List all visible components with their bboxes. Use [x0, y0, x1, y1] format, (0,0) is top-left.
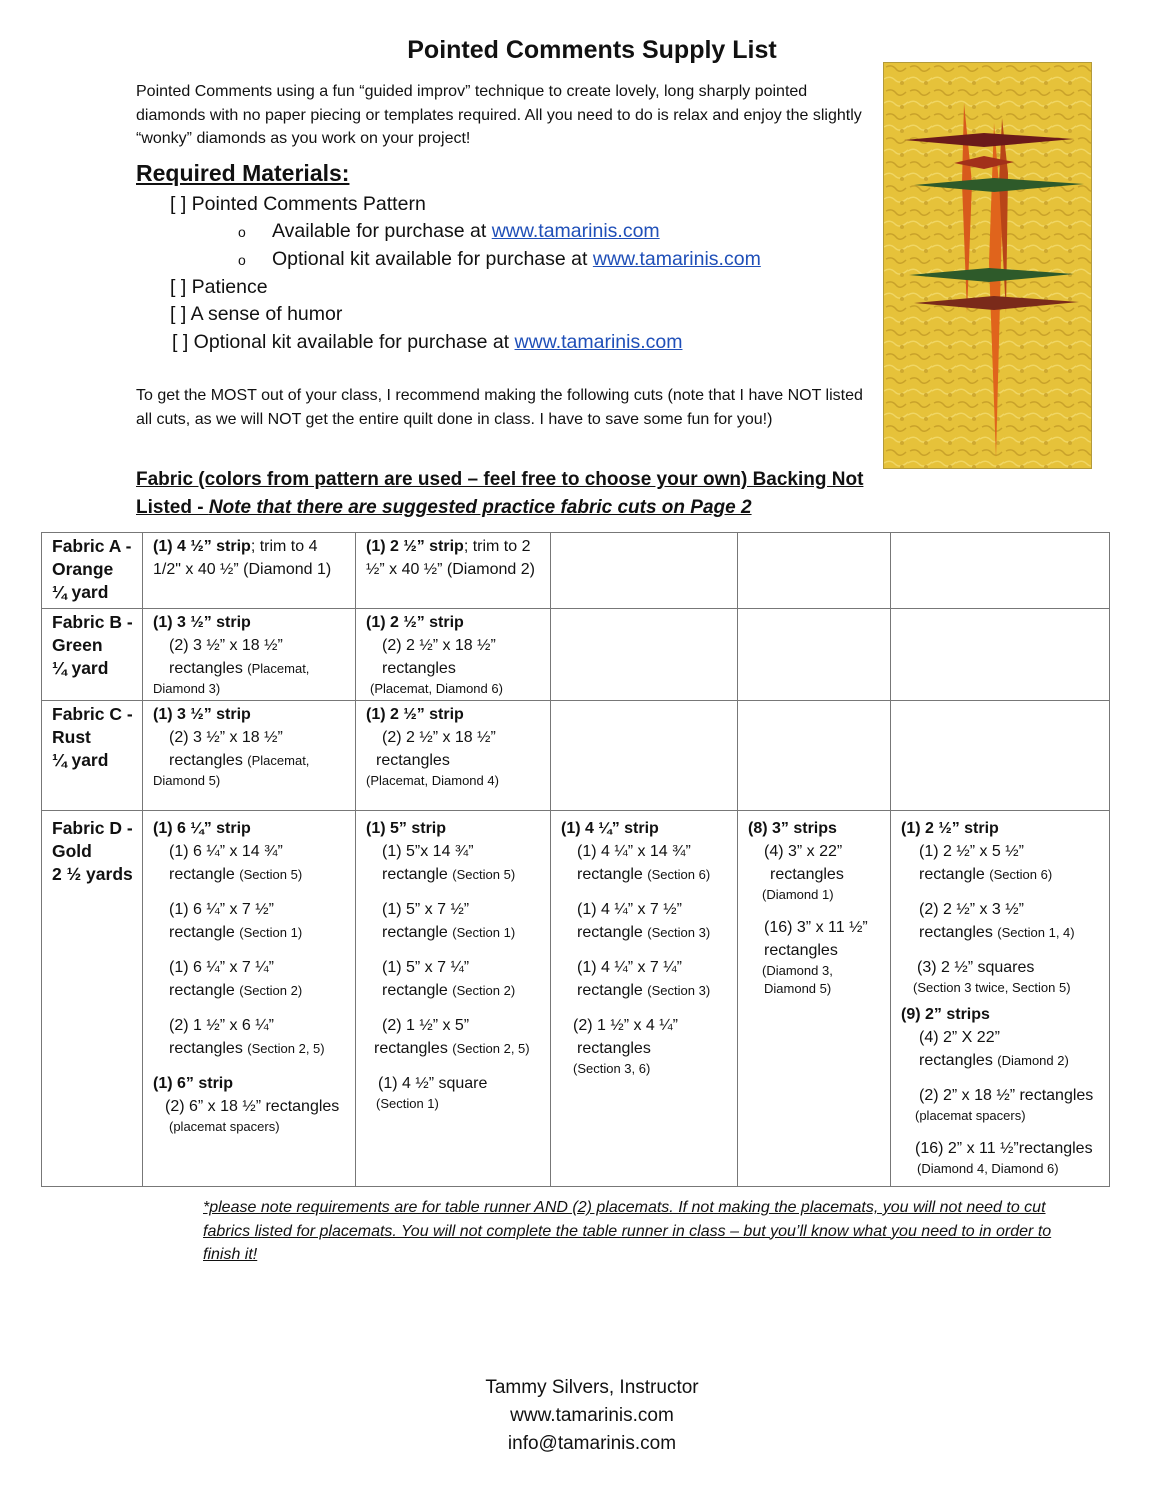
page-title: Pointed Comments Supply List	[407, 36, 777, 64]
fabric-label: Fabric A - Orange ¼ yard	[42, 533, 143, 609]
bullet-icon: o	[238, 251, 246, 268]
table-cell: (1) 6 ¼” strip (1) 6 ¼” x 14 ¾” rectangle (Section 5) (1) 6 ¼” x 7 ½” rectangle (Section 1) (1) 6 ¼” x 7 ¼” rectangle (Section 2) (2) 1 ½” x 6 ¼” rectangles (Section 2, 5) (1) 6” strip (2) 6” x 18 ½” rectangles (placemat spacers)	[143, 811, 356, 1187]
table-cell: (1) 2 ½” strip (2) 2 ½” x 18 ½” rectangles (Placemat, Diamond 6)	[356, 609, 551, 701]
table-cell: (1) 4 ½” strip; trim to 4 1/2" x 40 ½” (Diamond 1)	[143, 533, 356, 609]
tamarinis-link[interactable]: www.tamarinis.com	[592, 248, 761, 270]
fabric-heading: Fabric (colors from pattern are used – feel free to choose your own) Backing Not Listed - Note that there are suggested practice fabric cuts on Page 2	[136, 469, 864, 518]
table-row	[42, 609, 1110, 701]
table-cell	[891, 609, 1110, 701]
item-optional-kit: [ ] Optional kit available for purchase at www.tamarinis.com	[172, 331, 683, 353]
table-cell	[738, 701, 891, 811]
table-row	[42, 701, 1110, 811]
item-pattern: [ ] Pointed Comments Pattern	[170, 193, 426, 215]
quilt-photo	[883, 62, 1092, 469]
sub-item-purchase: o Available for purchase at www.tamarinis.com	[238, 220, 660, 242]
cuts-table	[41, 532, 1110, 1187]
item-humor: [ ] A sense of humor	[170, 303, 343, 325]
table-cell	[551, 533, 738, 609]
fabric-label: Fabric B - Green ¼ yard	[42, 609, 143, 701]
table-cell: (8) 3” strips (4) 3” x 22” rectangles (Diamond 1) (16) 3” x 11 ½” rectangles (Diamond 3, Diamond 5)	[738, 811, 891, 1187]
table-cell: (1) 3 ½” strip (2) 3 ½” x 18 ½” rectangles (Placemat, Diamond 3)	[143, 609, 356, 701]
table-cell: (1) 4 ¼” strip (1) 4 ¼” x 14 ¾” rectangle (Section 6) (1) 4 ¼” x 7 ½” rectangle (Section 3) (1) 4 ¼” x 7 ¼” rectangle (Section 3) (2) 1 ½” x 4 ¼” rectangles (Section 3, 6)	[551, 811, 738, 1187]
required-materials-heading: Required Materials:	[136, 160, 350, 186]
table-cell: (1) 5” strip (1) 5”x 14 ¾” rectangle (Section 5) (1) 5” x 7 ½” rectangle (Section 1) (1) 5” x 7 ¼” rectangle (Section 2) (2) 1 ½” x 5” rectangles (Section 2, 5) (1) 4 ½” square (Section 1)	[356, 811, 551, 1187]
table-cell	[891, 533, 1110, 609]
table-cell: (1) 2 ½” strip (2) 2 ½” x 18 ½” rectangles (Placemat, Diamond 4)	[356, 701, 551, 811]
fabric-label: Fabric C - Rust ¼ yard	[42, 701, 143, 811]
table-cell	[738, 609, 891, 701]
table-cell: (1) 2 ½” strip; trim to 2 ½” x 40 ½” (Diamond 2)	[356, 533, 551, 609]
footer-email[interactable]: info@tamarinis.com	[507, 1433, 677, 1454]
table-row	[42, 533, 1110, 609]
tamarinis-link[interactable]: www.tamarinis.com	[491, 220, 660, 242]
table-cell: (1) 2 ½” strip (1) 2 ½” x 5 ½” rectangle (Section 6) (2) 2 ½” x 3 ½” rectangles (Section 1, 4) (3) 2 ½” squares (Section 3 twice, Section 5) (9) 2” strips (4) 2” X 22” rectangles (Diamond 2) (2) 2” x 18 ½” rectangles (placemat spacers) (16) 2” x 11 ½”rectangles (Diamond 4, Diamond 6)	[891, 811, 1110, 1187]
footnote: *please note requirements are for table runner AND (2) placemats. If not making the placemats, you will not need to cut fabrics listed for placemats. You will not complete the table runner in class – but you’ll know what you need to in order to finish it!	[203, 1199, 1052, 1263]
table-row	[42, 811, 1110, 1187]
footer-website[interactable]: www.tamarinis.com	[510, 1405, 674, 1426]
tamarinis-link[interactable]: www.tamarinis.com	[514, 331, 683, 353]
fabric-label: Fabric D - Gold 2 ½ yards	[42, 811, 143, 1187]
cuts-note: To get the MOST out of your class, I recommend making the following cuts (note that I have NOT listed all cuts, as we will NOT get the entire quilt done in class. I have to save some fun for you!)	[136, 387, 863, 428]
bullet-icon: o	[238, 223, 246, 240]
sub-item-kit: o Optional kit available for purchase at www.tamarinis.com	[238, 248, 761, 270]
table-cell: (1) 3 ½” strip (2) 3 ½” x 18 ½” rectangles (Placemat, Diamond 5)	[143, 701, 356, 811]
item-patience: [ ] Patience	[170, 276, 268, 298]
table-cell	[551, 701, 738, 811]
instructor-name: Tammy Silvers, Instructor	[485, 1377, 699, 1398]
table-cell	[551, 609, 738, 701]
intro-paragraph: Pointed Comments using a fun “guided improv” technique to create lovely, long sharply pointed diamonds with no paper piecing or templates required. All you need to do is relax and enjoy the slightly “wonky” diamonds as you work on your project!	[136, 83, 862, 147]
table-cell	[738, 533, 891, 609]
table-cell	[891, 701, 1110, 811]
